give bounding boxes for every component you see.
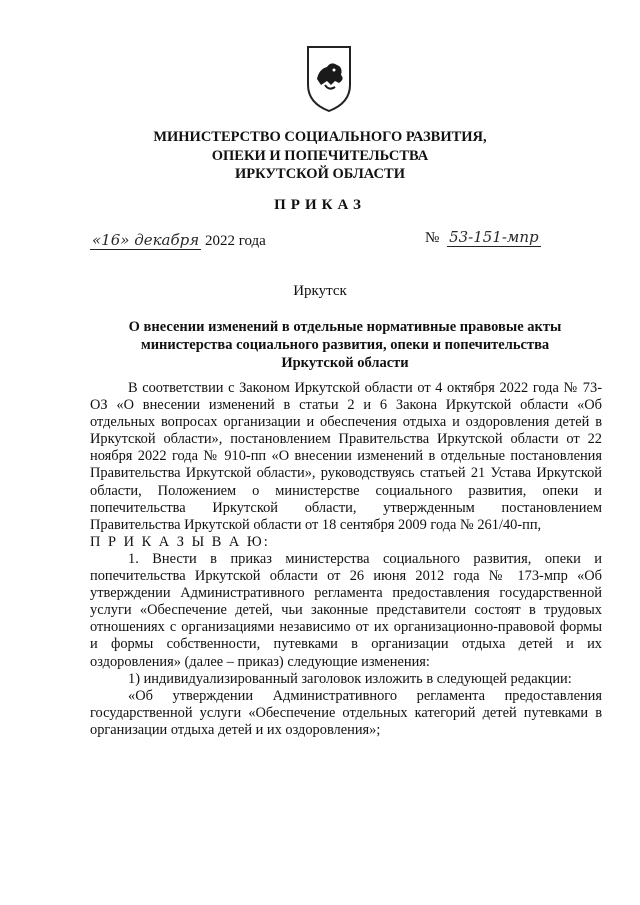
document-date	[90, 231, 266, 250]
ministry-line-1: МИНИСТЕРСТВО СОЦИАЛЬНОГО РАЗВИТИЯ,	[153, 129, 487, 145]
number-handwritten: 53-151-мпр	[449, 228, 539, 246]
ministry-line-2: ОПЕКИ И ПОПЕЧИТЕЛЬСТВА	[211, 147, 429, 164]
subject-line-2: министерства социального развития, опеки и попечительства	[140, 337, 550, 353]
ministry-line-3: ИРКУТСКОЙ ОБЛАСТИ	[235, 166, 405, 182]
ministry-name	[0, 128, 640, 184]
document-subject	[90, 318, 600, 372]
date-handwritten: «16» декабря	[92, 231, 200, 249]
city: Иркутск	[293, 283, 347, 299]
document-body	[90, 380, 602, 739]
coat-of-arms-icon	[305, 43, 353, 115]
document-number	[425, 228, 541, 247]
subject-line-1: О внесении изменений в отдельные нормативные правовые акты	[128, 319, 562, 335]
subject-line-3: Иркутской области	[281, 355, 409, 371]
preamble-paragraph: В соответствии с Законом Иркутской области от 4 октября 2022 года № 73-ОЗ «О внесении изменений в статьи 2 и 6 Закона Иркутской области «Об отдельных вопросах организации и обеспечения отдыха и оздоровления детей в Иркутской области», постановлением Правительства Иркутской области от 22 ноября 2022 года № 910-пп «О внесении изменений в отдельные постановления Правительства Иркутской области», руководствуясь статьей 21 Устава Иркутской области, Положением о министерстве социального развития, опеки и попечительства Иркутской области, утвержденным постановлением Правительства Иркутской области от 18 сентября 2009 года № 261/40-пп,	[90, 380, 602, 533]
subitem-1-paragraph: 1) индивидуализированный заголовок изложить в следующей редакции:	[128, 670, 572, 687]
item-1-paragraph: 1. Внести в приказ министерства социального развития, опеки и попечительства Иркутской области от 26 июня 2012 года № 173-мпр «Об утверждении Административного регламента предоставления государственной услуги «Обеспечение детей, чьи законные представители состоят в трудовых отношениях с организациями независимо от их организационно-правовой формы и формы собственности, путевками в организации отдыха детей и их оздоровления» (далее – приказ) следующие изменения:	[90, 550, 602, 670]
order-word: П Р И К А З Ы В А Ю:	[90, 533, 270, 550]
date-year: 2022 года	[204, 233, 266, 249]
number-prefix: №	[425, 230, 440, 246]
document-type: ПРИКАЗ	[274, 197, 366, 213]
quote-1-paragraph: «Об утверждении Административного регламента предоставления государственной услуги «Обеспечение отдельных категорий детей путевками в организации отдыха детей и их оздоровления»;	[90, 687, 602, 738]
